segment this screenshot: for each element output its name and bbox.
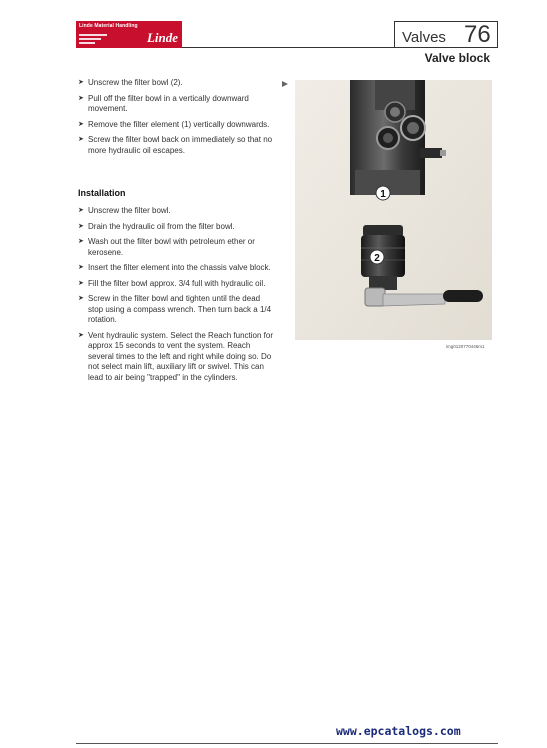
callout-2: 2 xyxy=(374,253,380,264)
logo-top-text: Linde Material Handling xyxy=(79,23,138,29)
section-title: Valves xyxy=(402,29,446,46)
arrow-bullet-icon: ➤ xyxy=(78,136,84,143)
linde-logo xyxy=(76,21,182,48)
list-item: ➤ Wash out the filter bowl with petroleum ether or kerosene. xyxy=(78,237,255,257)
logo-stripe xyxy=(79,38,101,40)
list-item: ➤ Fill the filter bowl approx. 3/4 full with hydraulic oil. xyxy=(78,278,266,288)
list-item: ➤ Unscrew the filter bowl. xyxy=(78,206,171,215)
page-number: 76 xyxy=(464,21,491,48)
list-item: ➤ Remove the filter element (1) vertically downwards. xyxy=(78,119,270,129)
page-subtitle xyxy=(425,51,490,65)
removal-steps xyxy=(78,78,274,161)
arrow-bullet-icon: ➤ xyxy=(78,238,84,245)
valve-block-illustration xyxy=(295,80,492,340)
list-item: ➤ Screw the filter bowl back on immediately so that no more hydraulic oil escapes. xyxy=(78,135,273,155)
arrow-bullet-icon: ➤ xyxy=(78,120,84,128)
list-item: ➤ Vent hydraulic system. Select the Reach function for approx 15 seconds to vent the system. Reach several times to the left and right while doing so. Do not select main lift, auxiliary lift or swivel. This can lead to air being "trapped" in the cylinders. xyxy=(78,330,273,382)
arrow-bullet-icon: ➤ xyxy=(78,222,84,230)
header-rule xyxy=(182,47,498,48)
callout-1: 1 xyxy=(380,189,386,200)
footer-rule xyxy=(76,743,498,744)
logo-stripe xyxy=(79,42,95,44)
list-item: ➤ Pull off the filter bowl in a vertically downward movement. xyxy=(78,93,249,113)
logo-stripe xyxy=(79,34,107,36)
list-item: ➤ Insert the filter element into the chassis valve block. xyxy=(78,263,271,272)
installation-heading: Installation xyxy=(78,188,126,198)
installation-steps xyxy=(78,206,274,388)
play-arrow-icon xyxy=(282,81,288,87)
arrow-bullet-icon: ➤ xyxy=(78,264,84,271)
valve-block-photo xyxy=(295,80,492,340)
arrow-bullet-icon: ➤ xyxy=(78,295,84,302)
arrow-bullet-icon: ➤ xyxy=(78,279,84,287)
logo-brand-text: Linde xyxy=(146,30,178,45)
arrow-bullet-icon: ➤ xyxy=(78,94,84,102)
list-item: ➤ Unscrew the filter bowl (2). xyxy=(78,78,183,87)
arrow-bullet-icon: ➤ xyxy=(78,79,84,86)
list-item: ➤ Drain the hydraulic oil from the filter bowl. xyxy=(78,221,235,231)
list-item: ➤ Screw in the filter bowl and tighten until the dead stop using a compass wrench. Then turn back a 1/4 rotation. xyxy=(78,294,272,324)
arrow-bullet-icon: ➤ xyxy=(78,331,84,339)
watermark-link[interactable]: www.epcatalogs.com xyxy=(336,724,461,738)
figure-caption: img0120770446m1 xyxy=(446,344,485,349)
arrow-bullet-icon: ➤ xyxy=(78,207,84,214)
subtitle-text: Valve block xyxy=(424,51,490,65)
